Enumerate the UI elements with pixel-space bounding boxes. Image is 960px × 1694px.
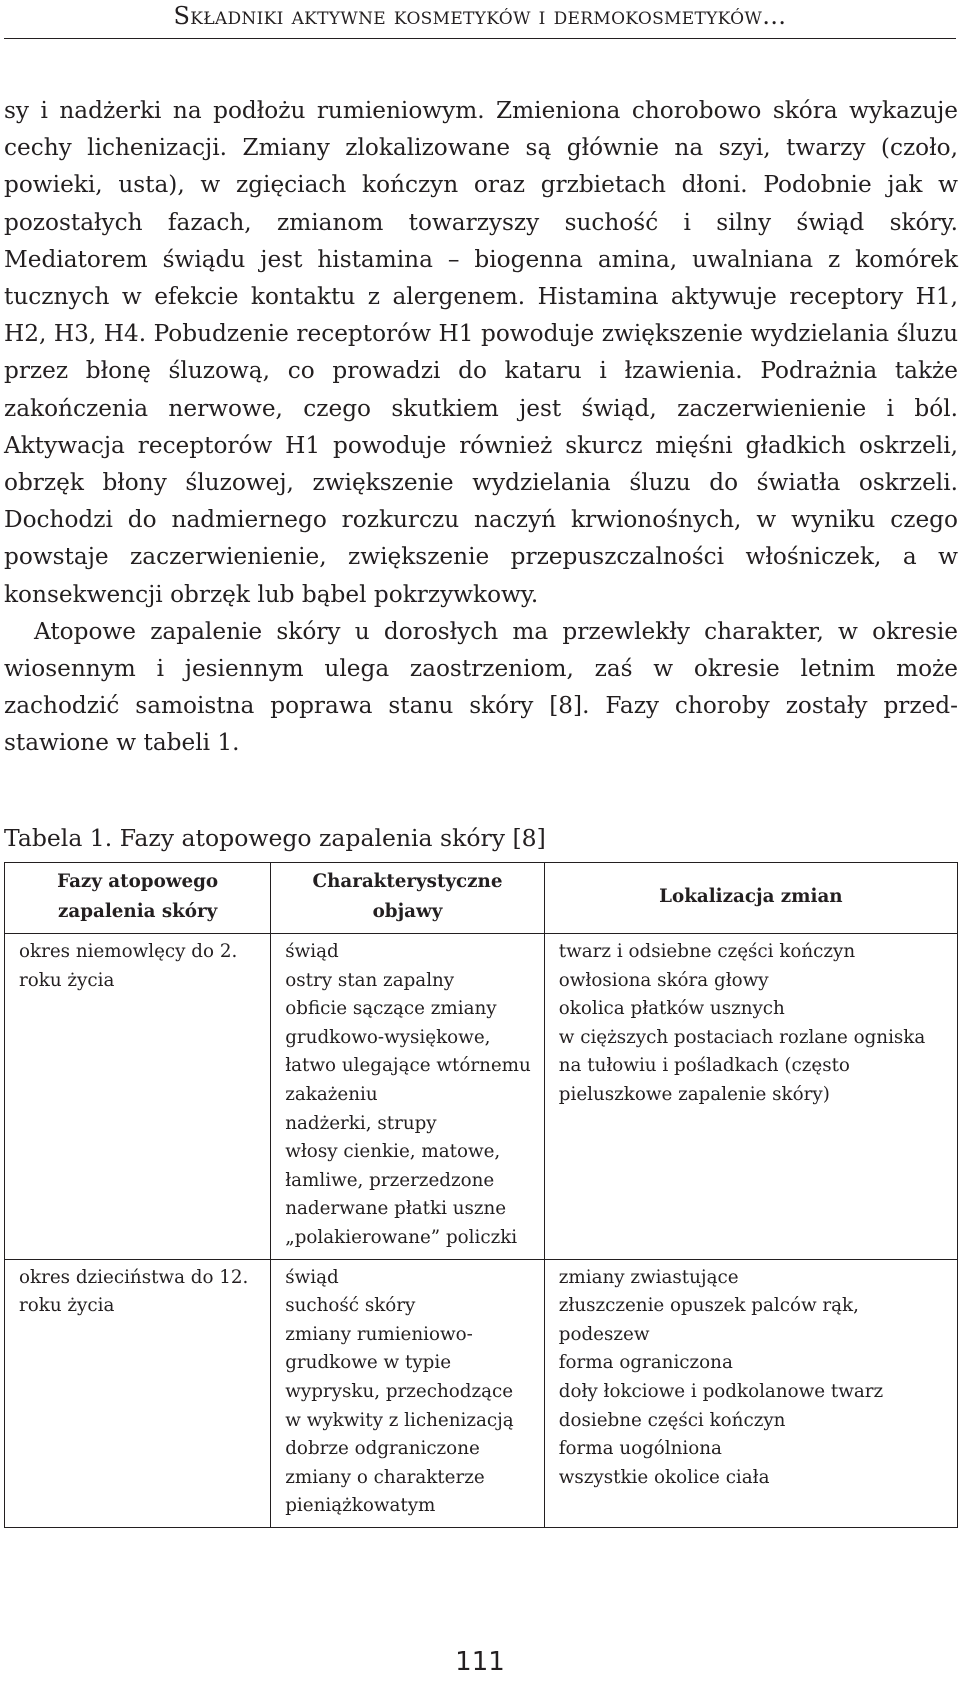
symptoms-cell [271,934,545,1260]
location-cell [544,934,957,1260]
symptom-item: zmiany rumieniowo-grudkowe w typie wyprysku, przechodzące w wykwity z lichenizacją [285,1323,514,1431]
symptom-item: suchość skóry [285,1295,416,1317]
location-item: złuszczenie opuszek palców rąk, podeszew [558,1295,859,1345]
table-caption: Tabela 1. Fazy atopowego zapalenia skóry [8] [4,824,546,852]
symptom-item: świąd [285,941,339,962]
location-item: doły łokciowe i podkolanowe twarz [558,1380,884,1402]
location-item: twarz i odsiebne części kończyn [558,941,856,962]
column-header-phase: Fazy atopowego zapalenia skóry [5,863,271,934]
symptoms-cell [271,1259,545,1527]
page-number: 111 [455,1647,505,1677]
location-item: wszystkie okolice ciała [558,1466,770,1488]
symptom-item: dobrze odgraniczone zmiany o charakterze pieniążkowatym [285,1438,485,1517]
symptom-item: obficie sączące zmiany grudkowo-wysiękowe, łatwo ulegające wtórnemu zakażeniu [285,998,531,1105]
location-item: zmiany zwiastujące [558,1266,739,1288]
body-paragraph: Atopowe zapalenie skóry u dorosłych ma przewlekły charakter, w okresie wiosennym i jesiennym ulega zaostrzeniom, zaś w okresie letnim może zachodzić samoistna poprawa stanu skóry [8]. Fazy choroby zostały przedstawione w tabeli 1. [4,617,958,757]
symptom-item: włosy cienkie, matowe, łamliwe, przerzedzone [285,1141,501,1191]
location-item: okolica płatków usznych [558,998,785,1020]
table-row [5,1259,958,1527]
table-header-row [5,863,958,934]
symptom-item: „polakierowane” policzki [285,1226,518,1248]
running-head: Składniki aktywne kosmetyków i dermokosmetyków… [173,2,787,30]
symptom-item: nadżerki, strupy [285,1112,437,1134]
location-item: w cięższych postaciach rozlane ogniska na tułowiu i pośladkach (często pieluszkowe zapalenie skóry) [558,1026,926,1105]
symptom-item: ostry stan zapalny [285,969,455,991]
column-header-symptoms: Charakterystyczne objawy [271,863,545,934]
location-item: forma uogólniona [558,1438,722,1460]
body-text [4,92,958,762]
table-row [5,934,958,1260]
location-item: owłosiona skóra głowy [558,969,769,991]
location-item: dosiebne części kończyn [558,1409,786,1431]
location-cell [544,1259,957,1527]
phase-cell: okres niemowlęcy do 2. roku życia [5,934,271,1260]
symptom-item: naderwane płatki uszne [285,1198,507,1220]
phase-cell: okres dzieciństwa do 12. roku życia [5,1259,271,1527]
header-divider [4,38,956,39]
column-header-location: Lokalizacja zmian [544,863,957,934]
symptom-item: świąd [285,1266,339,1288]
phases-table [4,862,958,1528]
location-item: forma ograniczona [558,1352,733,1374]
body-paragraph: sy i nadżerki na podłożu rumieniowym. Zmieniona chorobowo skóra wykazuje cechy lichenizacji. Zmiany zlokalizowane są głównie na szyi, twarzy (czoło, powieki, usta), w zgięciach kończyn oraz grzbietach dłoni. Podobnie jak w pozostałych fazach, zmianom towarzyszy suchość i silny świąd skóry. Mediatorem świądu jest histamina – biogenna amina, uwalniana z komórek tucznych w efekcie kontaktu z alergenem. Histamina aktywuje receptory H1, H2, H3, H4. Pobudzenie receptorów H1 powoduje zwiększenie wydzielania śluzu przez błonę śluzową, co prowadzi do kataru i łzawienia. Podrażnia także zakończenia nerwowe, czego skutkiem jest świąd, zaczerwienienie i ból. Aktywacja receptorów H1 powoduje również skurcz mięśni gładkich oskrzeli, obrzęk błony śluzowej, zwiększenie wydzielania śluzu do światła oskrzeli. Dochodzi do nadmiernego rozkurczu naczyń krwionośnych, w wyniku czego powstaje zaczerwienienie, zwiększenie przepuszczalności włośniczek, a w konsekwencji obrzęk lub bąbel pokrzywkowy. [4,97,958,608]
